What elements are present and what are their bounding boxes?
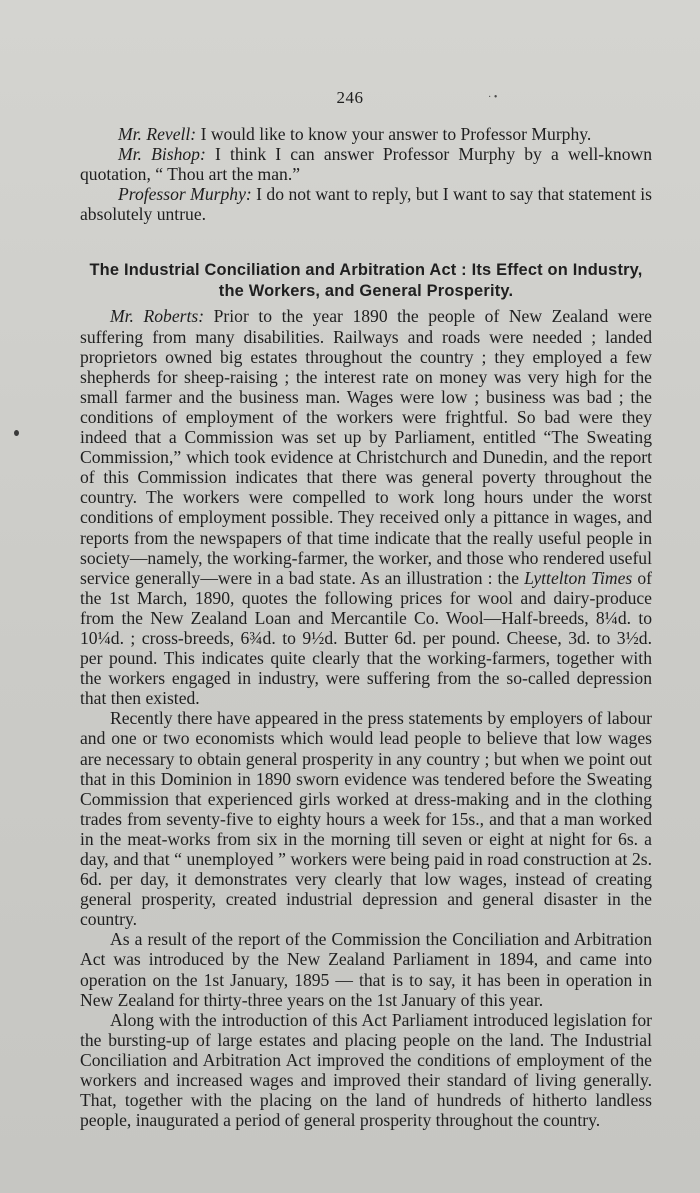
speaker-name: Mr. Bishop: — [118, 144, 206, 165]
exchange-block — [80, 124, 652, 224]
speck-mark: · • — [488, 92, 498, 103]
section-heading-line-2: the Workers, and General Prosperity. — [218, 282, 514, 301]
exchange-revell — [80, 124, 652, 144]
speaker-name: Professor Murphy: — [118, 184, 252, 205]
section-text — [80, 306, 652, 1130]
paragraph-3: As a result of the report of the Commission the Conciliation and Arbitration Act was introduced by the New Zealand Parliament in 1894, and came into operation on the 1st January, 1895 — that is to say, it has been in operation in New Zealand for thirty-three years on the 1st January of this year. — [80, 929, 652, 1010]
section-heading — [80, 260, 652, 302]
exchange-bishop — [80, 144, 652, 184]
paragraph-1-text-b: of the 1st March, 1890, quotes the following prices for wool and dairy-produce from the New Zealand Loan and Mercantile Co. Wool—Half-breeds, 8¼d. to 10¼d. ; cross-breeds, 6¾d. to 9½d. Butter 6d. per pound. Cheese, 3d. to 3½d. per pound. This indicates quite clearly that the working-farmers, together with the workers engaged in industry, were suffering from the so-called depression that then existed. — [80, 567, 652, 709]
paragraph-4: Along with the introduction of this Act Parliament introduced legislation for the bursting-up of large estates and placing people on the land. The Industrial Conciliation and Arbitration Act improved the conditions of employment of the workers and increased wages and improved their standard of living generally. That, together with the placing on the land of hundreds of hitherto landless people, inaugurated a period of general prosperity throughout the country. — [80, 1009, 652, 1131]
newspaper-title: Lyttelton Times — [524, 567, 633, 588]
exchange-text: I would like to know your answer to Professor Murphy. — [196, 124, 592, 144]
speaker-name: Mr. Roberts: — [110, 306, 205, 327]
speaker-name: Mr. Revell: — [118, 124, 197, 144]
edge-mark — [14, 430, 19, 436]
paragraph-1 — [80, 306, 652, 708]
exchange-murphy — [80, 184, 652, 224]
section-heading-line-1: The Industrial Conciliation and Arbitration Act : Its Effect on Industry, — [89, 261, 643, 280]
paragraph-2: Recently there have appeared in the press statements by employers of labour and one or two economists which would lead people to believe that low wages are necessary to obtain general prosperity in any country ; but when we point out that in this Dominion in 1890 sworn evidence was tendered before the Sweating Commission that experienced girls worked at dress-making and in the clothing trades from seventy-five to eighty hours a week for 15s., and that a man worked in the meat-works from six in the morning till seven or eight at night for 6s. a day, and that “ unemployed ” workers were being paid in road construction at 2s. 6d. per day, it demonstrates very clearly that low wages, instead of creating general prosperity, created industrial depression and general disaster in the country. — [80, 708, 652, 930]
paragraph-1-text-a: Prior to the year 1890 the people of New Zealand were suffering from many disabilities. Railways and roads were needed ; landed proprietors owned big estates throughout the country ; they employed a few shepherds for sheep-raising ; the interest rate on money was very high for the small farmer and the business man. Wages were low ; business was bad ; the conditions of employment of the workers were frightful. So bad were they indeed that a Commission was set up by Parliament, entitled “The Sweating Commission,” which took evidence at Christchurch and Dunedin, and the report of this Commission indicates that there was general poverty throughout the country. The workers were compelled to work long hours under the worst conditions of employment possible. They received only a pittance in wages, and reports from the newspapers of that time indicate that the really useful people in society—namely, the working-farmer, the worker, and those who rendered useful service generally—were in a bad state. As an illustration : the — [80, 306, 652, 588]
exchange-text: I do not want to reply, but I want to say that statement is absolutely untrue. — [80, 184, 652, 225]
page-body — [80, 124, 652, 1130]
exchange-text: I think I can answer Professor Murphy by a well-known quotation, “ Thou art the man.” — [80, 144, 652, 185]
page-number: 246 — [336, 88, 364, 107]
